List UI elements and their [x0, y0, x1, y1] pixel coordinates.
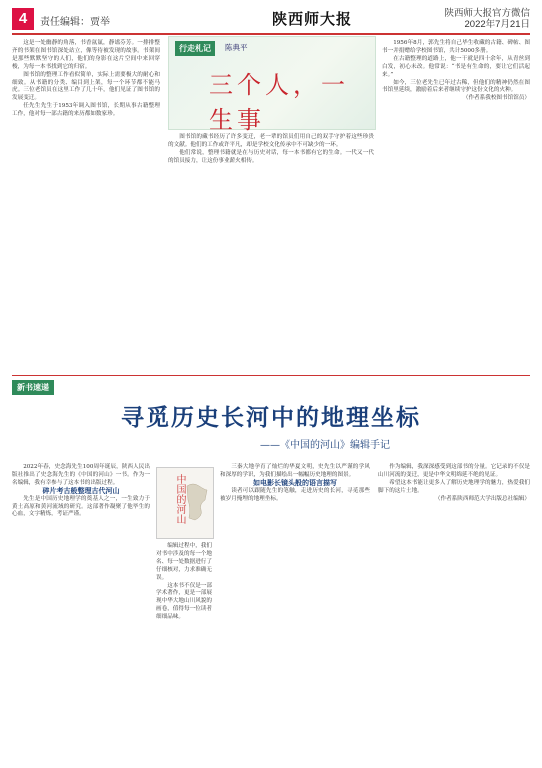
issue-date: 2022年7月21日	[464, 19, 530, 30]
paragraph: 这本书不仅是一部学术著作，更是一部展现中华大地山川风貌的画卷，值得每一位读者细细品味。	[156, 582, 212, 621]
paragraph: 编辑过程中，我们对书中涉及的每一个地名、每一处数据进行了仔细核对，力求准确无误。	[156, 543, 212, 581]
author-name: 陈典平	[225, 43, 248, 52]
author-note: （作者系我校图书馆馆员）	[462, 95, 530, 102]
paragraph: 他们常说，整理书籍就是在与历史对话，每一本书都有它的生命。一代又一代的馆员接力，让这份事业薪火相传。	[168, 149, 374, 164]
paragraph: 2022年春，史念海先生100周年诞辰，陕西人民出版社推出了史念海先生的《中国的河山》一书。作为一名编辑，我有幸参与了这本书的出版过程。	[12, 464, 150, 486]
essay-column-3	[382, 40, 530, 103]
essay-column-1	[12, 40, 160, 119]
essay-column-2	[168, 134, 374, 166]
column-tag: 行走札记	[175, 41, 215, 56]
review-column-4	[378, 464, 530, 504]
essay-title: 三个人，一生事	[209, 71, 349, 134]
review-column-2	[156, 543, 212, 622]
header-rule	[12, 33, 530, 35]
paragraph: 1956年8月，郭先生将自己毕生收藏的古籍、碑帖、图书一并捐赠给学校图书馆，共计5000多册。	[382, 40, 530, 54]
paragraph: 三秦大地孕育了灿烂的华夏文明，史先生以严谨的学风和深厚的学识，为我们描绘出一幅幅历史地理的图景。	[220, 464, 370, 478]
book-cover	[156, 467, 214, 539]
section-tag: 新书速递	[12, 380, 54, 395]
paragraph: 希望这本书能让更多人了解历史地理学的魅力，热爱我们脚下的这片土地。	[378, 479, 530, 494]
paragraph: 读者可以跟随先生的笔触，走进历史的长河，寻觅那些被岁月掩埋的地理坐标。	[220, 487, 370, 502]
wechat-info: 陕西师大报官方微信	[444, 8, 530, 19]
editor-credit: 责任编辑：贾举	[40, 17, 110, 28]
paragraph: 这是一处幽静的角落，书香氤氲，静谧芬芳。一排排整齐的书架在图书馆深处站立，像等待被发现的故事。书架间是那些默默坚守的人们，他们的身影在这片空间中来回穿梭，为每一本书找到它的归宿。	[12, 40, 160, 70]
page-header	[12, 8, 530, 32]
paragraph: 图书馆的藏书经历了许多变迁，老一辈的馆员们用自己的双手守护着这些珍贵的文献。他们的工作或许平凡，却是学校文化传承中不可缺少的一环。	[168, 134, 374, 148]
paragraph: 作为编辑，我深深感受到这部书的分量。它记录的不仅是山川河流的变迁，更是中华文明绵延不绝的见证。	[378, 464, 530, 478]
author-note: （作者系陕西师范大学出版总社编辑）	[434, 495, 530, 502]
paragraph: 任先生先生于1953年调入图书馆，长期从事古籍整理工作，他对每一部古籍的来历都如数家珍。	[12, 103, 160, 118]
header-info	[444, 8, 530, 30]
map-illustration	[185, 480, 209, 524]
paragraph: 先生是中国历史地理学的奠基人之一，一生致力于黄土高原和黄河流域的研究。这部著作凝聚了他毕生的心血，文字精炼，考证严谨。	[12, 495, 150, 518]
newspaper-masthead: 陕西师大报	[272, 10, 353, 28]
paragraph: 图书馆的整理工作看似简单，实际上需要极大的耐心和细致。从书籍的分类、编目到上架，每一个环节都不能马虎。三位老馆员在这里工作了几十年，他们见证了图书馆的发展变迁。	[12, 71, 160, 102]
review-subtitle: ——《中国的河山》编辑手记	[260, 440, 390, 451]
subheading: 碎片考古般整理古代河山	[42, 487, 120, 495]
book-cover-title: 中国的河山	[174, 474, 185, 524]
subheading: 如电影长镜头般的语言描写	[253, 479, 337, 487]
review-title: 寻觅历史长河中的地理坐标	[121, 404, 421, 431]
review-column-1	[12, 464, 150, 519]
page-number: 4	[12, 8, 34, 30]
essay-title-box	[168, 36, 376, 134]
paragraph: 在古籍整理的道路上，他一干就是四十余年，从青丝到白发，初心未改。他常说：“书是有生命的，要让它们活起来。”	[382, 55, 530, 78]
review-column-3	[220, 464, 370, 504]
paragraph: 如今，三位老先生已年过古稀，但他们的精神仍然在图书馆里延续，激励着后来者继续守护这份文化的火种。	[382, 79, 530, 94]
section-divider	[12, 375, 530, 376]
